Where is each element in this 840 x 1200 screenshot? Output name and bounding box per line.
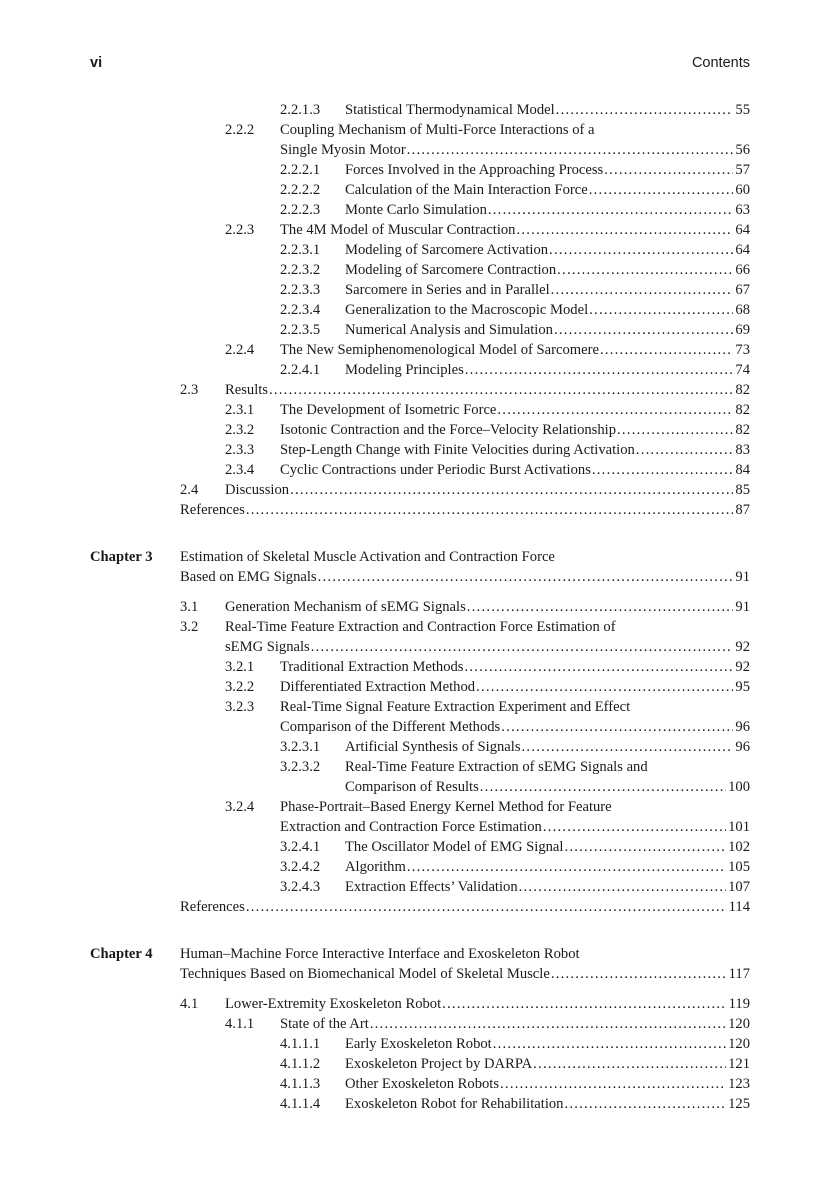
toc-entry[interactable] (0, 100, 840, 120)
dot-leader (493, 1034, 726, 1054)
dot-leader (516, 220, 733, 240)
section-number: 2.2.3.3 (280, 282, 321, 298)
section-title: Monte Carlo Simulation (345, 202, 487, 218)
section-title: Calculation of the Main Interaction Force (345, 182, 588, 198)
section-number: 2.2.3.5 (280, 322, 321, 338)
page-ref: 56 (735, 142, 750, 158)
page-ref: 102 (728, 839, 750, 855)
section-title: Numerical Analysis and Simulation (345, 322, 553, 338)
section-number: 2.4 (180, 482, 199, 498)
toc-entry[interactable] (0, 380, 840, 400)
section-number: 3.2.1 (225, 659, 255, 675)
toc-entry[interactable] (0, 320, 840, 340)
section-number: 2.2.3 (225, 222, 255, 238)
page-ref: 120 (728, 1036, 750, 1052)
page-ref: 91 (735, 569, 750, 585)
toc-line (0, 944, 840, 964)
dot-leader (407, 857, 726, 877)
section-title: Modeling of Sarcomere Contraction (345, 262, 557, 278)
toc-entry[interactable] (0, 757, 840, 797)
page-ref: 120 (728, 1016, 750, 1032)
toc-entry[interactable] (0, 400, 840, 420)
toc-line (0, 340, 840, 360)
toc-line (0, 1034, 840, 1054)
section-title: Statistical Thermodynamical Model (345, 102, 555, 118)
section-number: 4.1.1 (225, 1016, 255, 1032)
toc-line (0, 140, 840, 160)
toc-line (0, 280, 840, 300)
section-number: 3.2.3.1 (280, 739, 321, 755)
section-title: References (180, 899, 245, 915)
toc-entry[interactable] (0, 220, 840, 240)
toc-chapter-entry[interactable] (0, 547, 840, 587)
toc-entry[interactable] (0, 480, 840, 500)
dot-leader (564, 1094, 726, 1114)
toc-line (0, 440, 840, 460)
page-ref: 83 (735, 442, 750, 458)
toc-line (0, 500, 840, 520)
dot-leader (600, 340, 733, 360)
page-ref: 96 (735, 739, 750, 755)
toc-line (0, 460, 840, 480)
page-ref: 63 (735, 202, 750, 218)
section-number: 4.1.1.3 (280, 1076, 321, 1092)
toc-entry[interactable] (0, 597, 840, 617)
page-number: vi (90, 55, 103, 71)
section-title: Extraction and Contraction Force Estimation (280, 819, 542, 835)
chapter-label: Chapter 4 (90, 946, 153, 962)
page-ref: 119 (728, 996, 750, 1012)
dot-leader (311, 637, 734, 657)
section-title: Discussion (225, 482, 290, 498)
page-header (90, 55, 750, 75)
section-number: 2.3 (180, 382, 199, 398)
toc-entry[interactable] (0, 460, 840, 480)
dot-leader (246, 500, 734, 520)
section-title: Based on EMG Signals (180, 569, 317, 585)
dot-leader (533, 1054, 726, 1074)
page-ref: 87 (735, 502, 750, 518)
toc-entry[interactable] (0, 737, 840, 757)
page-ref: 100 (728, 779, 750, 795)
running-title: Contents (691, 55, 750, 71)
section-number: 2.2.2.1 (280, 162, 321, 178)
toc-entry[interactable] (0, 797, 840, 837)
toc-entry[interactable] (0, 200, 840, 220)
section-number: 2.3.1 (225, 402, 255, 418)
section-title: Real-Time Feature Extraction and Contraction Force Estimation of (225, 619, 616, 635)
toc-line (0, 657, 840, 677)
toc-line (0, 797, 840, 817)
section-number: 4.1.1.1 (280, 1036, 321, 1052)
toc-spacer (0, 917, 840, 944)
page-ref: 92 (735, 659, 750, 675)
toc-line (0, 897, 840, 917)
dot-leader (465, 360, 734, 380)
section-number: 2.2.3.4 (280, 302, 321, 318)
section-title: Real-Time Signal Feature Extraction Experiment and Effect (280, 699, 631, 715)
page-ref: 74 (735, 362, 750, 378)
toc-entry[interactable] (0, 360, 840, 380)
dot-leader (617, 420, 733, 440)
section-title: Generalization to the Macroscopic Model (345, 302, 589, 318)
section-number: 3.2.4.3 (280, 879, 321, 895)
toc-entry[interactable] (0, 440, 840, 460)
dot-leader (442, 994, 727, 1014)
section-title: The Oscillator Model of EMG Signal (345, 839, 564, 855)
section-number: 4.1.1.2 (280, 1056, 321, 1072)
dot-leader (549, 240, 733, 260)
toc-line (0, 857, 840, 877)
toc-line (0, 1054, 840, 1074)
dot-leader (636, 440, 734, 460)
dot-leader (554, 320, 733, 340)
section-title: Sarcomere in Series and in Parallel (345, 282, 550, 298)
toc-line (0, 240, 840, 260)
toc-line (0, 1094, 840, 1114)
section-title: Comparison of Results (345, 779, 479, 795)
toc-line (0, 757, 840, 777)
dot-leader (556, 100, 734, 120)
section-title: Forces Involved in the Approaching Process (345, 162, 604, 178)
page-ref: 101 (728, 819, 750, 835)
page-ref: 57 (735, 162, 750, 178)
page-ref: 107 (728, 879, 750, 895)
table-of-contents (0, 100, 840, 1114)
section-title: Step-Length Change with Finite Velocities during Activation (280, 442, 635, 458)
toc-line (0, 567, 840, 587)
toc-entry[interactable] (0, 180, 840, 200)
page-ref: 91 (735, 599, 750, 615)
toc-entry[interactable] (0, 857, 840, 877)
section-title: Single Myosin Motor (280, 142, 406, 158)
dot-leader (290, 480, 733, 500)
dot-leader (500, 1074, 726, 1094)
toc-line (0, 400, 840, 420)
section-title: References (180, 502, 245, 518)
section-title: sEMG Signals (225, 639, 310, 655)
dot-leader (551, 964, 727, 984)
toc-line (0, 120, 840, 140)
toc-entry[interactable] (0, 994, 840, 1014)
section-number: 2.2.3.1 (280, 242, 321, 258)
section-title: Comparison of the Different Methods (280, 719, 501, 735)
dot-leader (551, 280, 734, 300)
section-title: Results (225, 382, 268, 398)
dot-leader (592, 460, 734, 480)
toc-line (0, 964, 840, 984)
section-number: 3.2.3.2 (280, 759, 321, 775)
section-number: 2.2.4.1 (280, 362, 321, 378)
dot-leader (488, 200, 734, 220)
toc-line (0, 597, 840, 617)
toc-line (0, 737, 840, 757)
toc-entry[interactable] (0, 837, 840, 857)
section-title: Techniques Based on Biomechanical Model of Skeletal Muscle (180, 966, 550, 982)
page-ref: 55 (735, 102, 750, 118)
section-number: 4.1 (180, 996, 199, 1012)
toc-line (0, 420, 840, 440)
page-ref: 66 (735, 262, 750, 278)
page-ref: 73 (735, 342, 750, 358)
page-ref: 92 (735, 639, 750, 655)
page-ref: 96 (735, 719, 750, 735)
section-title: Isotonic Contraction and the Force–Velocity Relationship (280, 422, 616, 438)
section-title: Other Exoskeleton Robots (345, 1076, 500, 1092)
toc-line (0, 100, 840, 120)
toc-line (0, 817, 840, 837)
toc-line (0, 180, 840, 200)
page-ref: 84 (735, 462, 750, 478)
toc-entry[interactable] (0, 1034, 840, 1054)
dot-leader (269, 380, 733, 400)
page-ref: 64 (735, 242, 750, 258)
dot-leader (557, 260, 733, 280)
dot-leader (476, 677, 733, 697)
toc-entry[interactable] (0, 260, 840, 280)
toc-entry[interactable] (0, 617, 840, 657)
toc-line (0, 360, 840, 380)
dot-leader (407, 140, 734, 160)
toc-entry[interactable] (0, 897, 840, 917)
toc-entry[interactable] (0, 1014, 840, 1034)
toc-spacer (0, 984, 840, 994)
toc-line (0, 677, 840, 697)
toc-entry[interactable] (0, 280, 840, 300)
toc-line (0, 994, 840, 1014)
page-ref: 82 (735, 402, 750, 418)
dot-leader (589, 300, 733, 320)
section-title: The 4M Model of Muscular Contraction (280, 222, 516, 238)
toc-line (0, 260, 840, 280)
section-title: Coupling Mechanism of Multi-Force Interactions of a (280, 122, 595, 138)
page-ref: 68 (735, 302, 750, 318)
page-ref: 60 (735, 182, 750, 198)
toc-entry[interactable] (0, 420, 840, 440)
section-number: 2.2.2.2 (280, 182, 321, 198)
page-ref: 121 (728, 1056, 750, 1072)
toc-entry[interactable] (0, 1094, 840, 1114)
section-title: Phase-Portrait–Based Energy Kernel Method for Feature (280, 799, 612, 815)
toc-entry[interactable] (0, 697, 840, 737)
section-title: Exoskeleton Robot for Rehabilitation (345, 1096, 564, 1112)
toc-line (0, 220, 840, 240)
section-number: 3.2.2 (225, 679, 255, 695)
toc-chapter-entry[interactable] (0, 944, 840, 984)
section-number: 2.3.4 (225, 462, 255, 478)
section-title: Artificial Synthesis of Signals (345, 739, 521, 755)
toc-line (0, 1014, 840, 1034)
section-number: 3.1 (180, 599, 199, 615)
toc-entry[interactable] (0, 1054, 840, 1074)
toc-spacer (0, 587, 840, 597)
section-number: 2.2.1.3 (280, 102, 321, 118)
section-title: Extraction Effects’ Validation (345, 879, 518, 895)
section-title: Differentiated Extraction Method (280, 679, 476, 695)
dot-leader (589, 180, 734, 200)
section-number: 2.2.2.3 (280, 202, 321, 218)
dot-leader (519, 877, 726, 897)
toc-entry[interactable] (0, 120, 840, 160)
page-ref: 82 (735, 422, 750, 438)
toc-line (0, 697, 840, 717)
toc-spacer (0, 520, 840, 547)
toc-line (0, 300, 840, 320)
dot-leader (467, 597, 734, 617)
toc-entry[interactable] (0, 340, 840, 360)
section-number: 4.1.1.4 (280, 1096, 321, 1112)
toc-line (0, 617, 840, 637)
chapter-label: Chapter 3 (90, 549, 153, 565)
dot-leader (318, 567, 734, 587)
toc-line (0, 320, 840, 340)
page-ref: 85 (735, 482, 750, 498)
section-number: 2.2.3.2 (280, 262, 321, 278)
section-title: The Development of Isometric Force (280, 402, 497, 418)
page-ref: 117 (728, 966, 750, 982)
page-ref: 67 (735, 282, 750, 298)
section-number: 2.3.2 (225, 422, 255, 438)
section-title: Early Exoskeleton Robot (345, 1036, 492, 1052)
toc-line (0, 637, 840, 657)
section-number: 2.2.2 (225, 122, 255, 138)
toc-line (0, 200, 840, 220)
toc-line (0, 547, 840, 567)
page-ref: 69 (735, 322, 750, 338)
section-title: Generation Mechanism of sEMG Signals (225, 599, 466, 615)
toc-line (0, 160, 840, 180)
toc-line (0, 717, 840, 737)
section-title: State of the Art (280, 1016, 369, 1032)
toc-entry[interactable] (0, 877, 840, 897)
section-number: 3.2.4.2 (280, 859, 321, 875)
dot-leader (464, 657, 733, 677)
dot-leader (480, 777, 726, 797)
section-number: 3.2.4 (225, 799, 255, 815)
section-number: 3.2.4.1 (280, 839, 321, 855)
toc-entry[interactable] (0, 240, 840, 260)
toc-entry[interactable] (0, 657, 840, 677)
dot-leader (564, 837, 726, 857)
section-title: Modeling Principles (345, 362, 464, 378)
page-ref: 125 (728, 1096, 750, 1112)
section-title: Modeling of Sarcomere Activation (345, 242, 549, 258)
section-title: Lower-Extremity Exoskeleton Robot (225, 996, 442, 1012)
dot-leader (370, 1014, 726, 1034)
page-ref: 82 (735, 382, 750, 398)
toc-entry[interactable] (0, 500, 840, 520)
page-ref: 64 (735, 222, 750, 238)
dot-leader (543, 817, 726, 837)
toc-line (0, 380, 840, 400)
section-number: 2.2.4 (225, 342, 255, 358)
dot-leader (497, 400, 733, 420)
toc-entry[interactable] (0, 160, 840, 180)
section-number: 2.3.3 (225, 442, 255, 458)
section-title: Human–Machine Force Interactive Interface and Exoskeleton Robot (180, 946, 580, 962)
dot-leader (501, 717, 733, 737)
section-title: Exoskeleton Project by DARPA (345, 1056, 533, 1072)
toc-line (0, 877, 840, 897)
section-title: Traditional Extraction Methods (280, 659, 464, 675)
section-title: Estimation of Skeletal Muscle Activation and Contraction Force (180, 549, 555, 565)
section-title: Cyclic Contractions under Periodic Burst Activations (280, 462, 591, 478)
toc-entry[interactable] (0, 1074, 840, 1094)
toc-entry[interactable] (0, 300, 840, 320)
section-title: Algorithm (345, 859, 406, 875)
page-ref: 105 (728, 859, 750, 875)
section-title: Real-Time Feature Extraction of sEMG Signals and (345, 759, 648, 775)
section-number: 3.2 (180, 619, 199, 635)
section-title: The New Semiphenomenological Model of Sarcomere (280, 342, 599, 358)
page-ref: 114 (728, 899, 750, 915)
toc-entry[interactable] (0, 677, 840, 697)
toc-line (0, 837, 840, 857)
toc-line (0, 480, 840, 500)
dot-leader (522, 737, 734, 757)
dot-leader (604, 160, 733, 180)
dot-leader (246, 897, 727, 917)
toc-line (0, 1074, 840, 1094)
section-number: 3.2.3 (225, 699, 255, 715)
toc-line (0, 777, 840, 797)
page-ref: 95 (735, 679, 750, 695)
page-ref: 123 (728, 1076, 750, 1092)
